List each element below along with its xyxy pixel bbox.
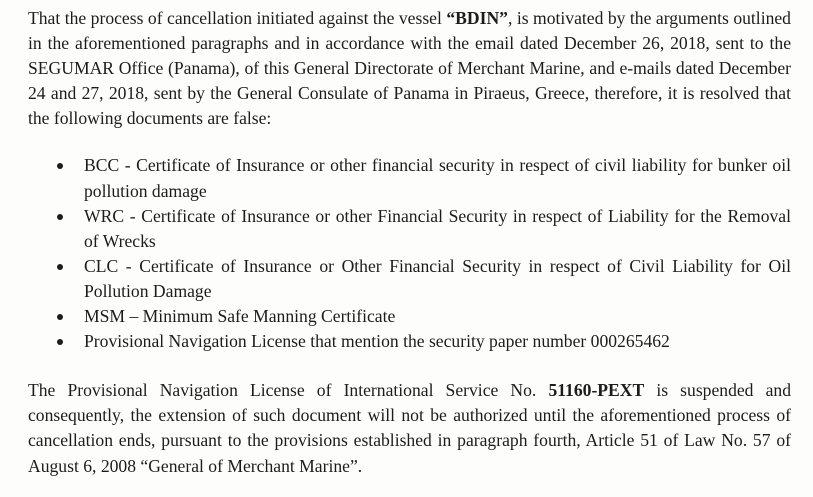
list-item [54, 254, 791, 304]
bullet-icon [57, 339, 63, 345]
bullet-icon [57, 163, 63, 169]
resolution-paragraph [28, 6, 791, 131]
list-item-text: MSM – Minimum Safe Manning Certificate [84, 306, 396, 327]
list-item [54, 153, 791, 203]
list-item-text: WRC - Certificate of Insurance or other Financial Security in respect of Liability for the Removal of Wrecks [84, 205, 791, 251]
false-documents-list [28, 153, 791, 354]
paragraph-2-text-b: is suspended and consequently, the extension of such document will not be authorized until the aforementioned process of cancellation ends, pursuant to the provisions established in paragraph fourth, Article 51 of Law No. 57 of August 6, 2008 “General of Merchant Marine”. [28, 380, 791, 476]
list-item [54, 204, 791, 254]
license-number: 51160-PEXT [548, 380, 645, 401]
vessel-name: “BDIN” [446, 8, 508, 28]
paragraph-2-text-a: The Provisional Navigation License of International Service No. [28, 380, 549, 401]
list-item-text: CLC - Certificate of Insurance or Other Financial Security in respect of Civil Liability for Oil Pollution Damage [84, 255, 791, 301]
bullet-icon [57, 264, 63, 270]
paragraph-1-text-b: , is motivated by the arguments outlined in the aforementioned paragraphs and in accordance with the email dated December 26, 2018, sent to the SEGUMAR Office (Panama), of this General Directorate of Merchant Marine, and e-mails dated December 24 and 27, 2018, sent by the General Consulate of Panama in Piraeus, Greece, therefore, it is resolved that the following documents are false: [28, 8, 791, 129]
list-item-text: BCC - Certificate of Insurance or other financial security in respect of civil liability for bunker oil pollution damage [84, 155, 791, 201]
paragraph-1-text-a: That the process of cancellation initiated against the vessel [28, 8, 447, 28]
bullet-icon [57, 214, 63, 220]
list-item [54, 304, 791, 329]
list-item-text: Provisional Navigation License that mention the security paper number 000265462 [84, 331, 670, 352]
suspension-paragraph [28, 378, 791, 478]
bullet-icon [57, 314, 63, 320]
list-item [54, 329, 791, 354]
